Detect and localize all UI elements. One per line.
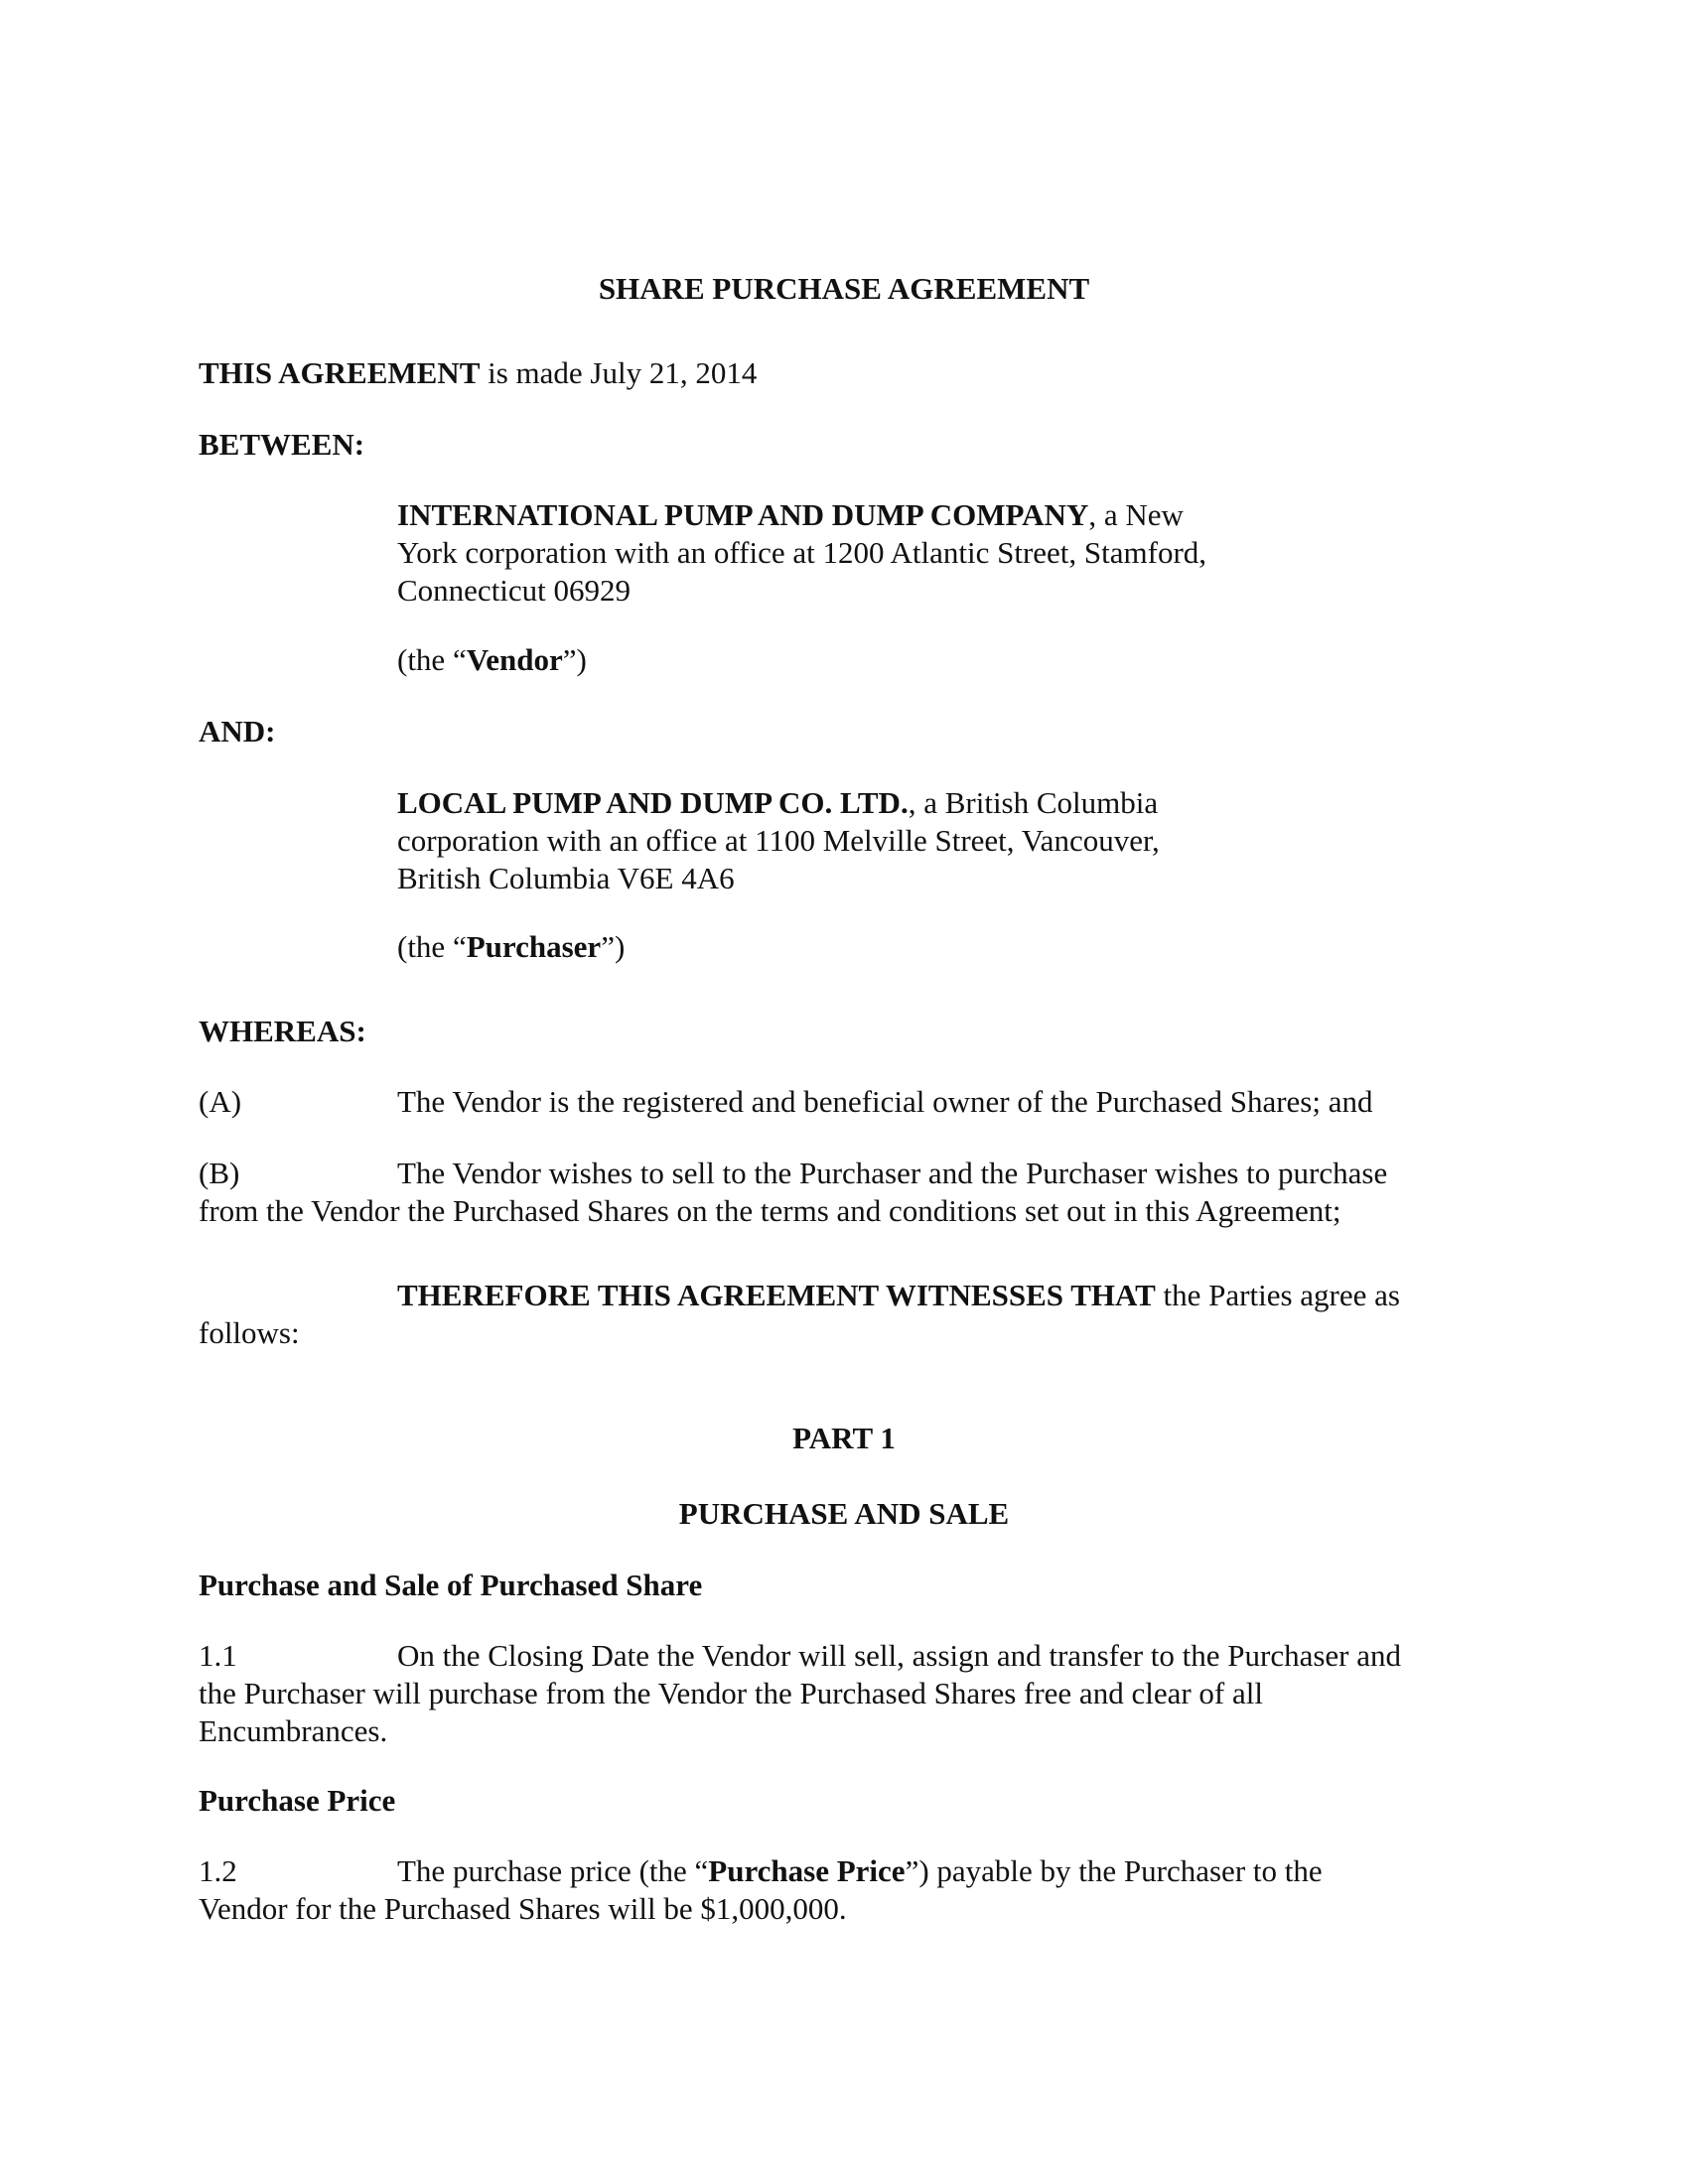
vendor-def-term: Vendor [466,642,563,677]
purchaser-def-close: ”) [601,929,626,964]
and-label: AND: [199,714,276,749]
vendor-def-close: ”) [562,642,587,677]
purchaser-line-1 [397,784,1160,822]
intro-bold: THIS AGREEMENT [199,355,481,390]
recital-b [199,1155,1387,1230]
agreement-intro [199,354,757,392]
purchaser-def-term: Purchaser [466,929,602,964]
section-line-2: Vendor for the Purchased Shares will be $1,000,000. [199,1891,847,1926]
witnesses-line-2: follows: [199,1315,300,1350]
vendor-name: INTERNATIONAL PUMP AND DUMP COMPANY [397,497,1089,532]
document-title: SHARE PURCHASE AGREEMENT [598,271,1090,306]
vendor-line-1 [397,496,1206,534]
recital-number: (B) [199,1156,240,1190]
recital-b-line-1 [199,1155,1387,1192]
section-line-1 [199,1637,1401,1675]
section-1-2 [199,1852,1323,1928]
vendor-def-open: (the “ [397,642,467,677]
part-number: PART 1 [792,1421,896,1455]
recital-a [199,1083,1372,1121]
purchaser-line1-rest: , a British Columbia [908,785,1159,820]
section-text-b: ”) payable by the Purchaser to the [905,1853,1323,1888]
witnesses-rest: the Parties agree as [1155,1278,1400,1312]
section-line-3: Encumbrances. [199,1713,388,1748]
recital-text: The Vendor is the registered and beneficial owner of the Purchased Shares; and [397,1084,1373,1119]
vendor-line-3: Connecticut 06929 [397,573,632,608]
purchaser-def-open: (the “ [397,929,467,964]
witnesses-bold: THEREFORE THIS AGREEMENT WITNESSES THAT [397,1278,1156,1312]
section-1-1 [199,1637,1401,1750]
recital-number: (A) [199,1084,242,1119]
vendor-definition [397,641,587,679]
recital-text: The Vendor wishes to sell to the Purchaser and the Purchaser wishes to purchase [397,1156,1388,1190]
part-title: PURCHASE AND SALE [678,1496,1010,1531]
vendor-line1-rest: , a New [1088,497,1184,532]
section-number: 1.2 [199,1853,237,1888]
section-text-a: The purchase price (the “ [397,1853,709,1888]
vendor-line-2: York corporation with an office at 1200 Atlantic Street, Stamford, [397,535,1207,570]
vendor-party [397,496,1206,610]
section-heading: Purchase and Sale of Purchased Share [199,1568,703,1602]
between-label: BETWEEN: [199,427,365,462]
section-text: On the Closing Date the Vendor will sell, assign and transfer to the Purchaser and [397,1638,1402,1673]
purchaser-name: LOCAL PUMP AND DUMP CO. LTD. [397,785,909,820]
intro-rest: is made July 21, 2014 [480,355,758,390]
purchaser-line-3: British Columbia V6E 4A6 [397,861,735,895]
witnesses-clause [199,1277,1400,1352]
witnesses-line-1 [199,1277,1400,1314]
recital-b-line-2: from the Vendor the Purchased Shares on the terms and conditions set out in this Agreement; [199,1193,1341,1228]
section-line-2: the Purchaser will purchase from the Vendor the Purchased Shares free and clear of all [199,1676,1263,1710]
section-line-1 [199,1852,1323,1890]
whereas-label: WHEREAS: [199,1014,366,1048]
purchaser-party [397,784,1160,897]
purchaser-line-2: corporation with an office at 1100 Melville Street, Vancouver, [397,823,1160,858]
section-number: 1.1 [199,1638,237,1673]
purchase-price-term: Purchase Price [708,1853,906,1888]
purchaser-definition [397,928,625,966]
section-heading: Purchase Price [199,1783,396,1818]
